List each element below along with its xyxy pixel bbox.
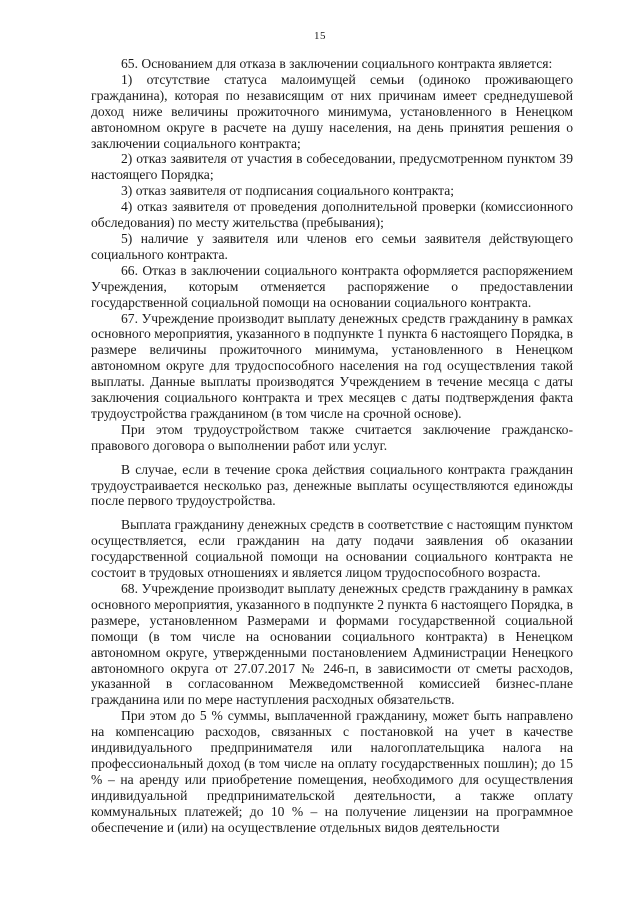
paragraph-65: 65. Основанием для отказа в заключении социального контракта является: [121,56,553,71]
paragraph-67-employment-note: При этом трудоустройством также считается заключение гражданско-правового договора о выполнении работ или услуг. [91,421,573,453]
paragraph-65-item-4: 4) отказ заявителя от проведения дополнительной проверки (комиссионного обследования) по месту жительства (пребывания); [91,199,573,231]
paragraph-68: 68. Учреждение производит выплату денежных средств гражданину в рамках основного мероприятия, указанного в подпункте 2 пункта 6 настоящего Порядка, в размере, установленном Размерами и формами государственной социальной помощи (в том числе на основании социального контракта) в Ненецком автономном округе, утвержденными постановлением Администрации Ненецкого автономного округа от 27.07.2017 № 246-п, в зависимости от сметы расходов, указанной в согласованном Межведомственной комиссией бизнес-плане гражданина или по мере наступления расходных обязательств. [91,581,573,708]
paragraph-65-item-3: 3) отказ заявителя от подписания социального контракта; [121,183,455,199]
paragraph-68-expense-limits: При этом до 5 % суммы, выплаченной гражданину, может быть направлено на компенсацию расходов, связанных с постановкой на учет в качестве индивидуального предпринимателя или налогоплательщика налога на профессиональный доход (в том числе на оплату государственных пошлин); до 15 % – на аренду или приобретение помещения, необходимого для осуществления индивидуальной предпринимательской деятельности, а также оплату коммунальных платежей; до 10 % – на получение лицензии на программное обеспечение и (или) на осуществление отдельных видов деятельности [91,708,573,835]
paragraph-66: 66. Отказ в заключении социального контракта оформляется распоряжением Учреждения, которым отменяется распоряжение о предоставлении государственной социальной помощи на основании социального контракта. [91,262,573,310]
paragraph-67-payment-condition: Выплата гражданину денежных средств в соответствие с настоящим пунктом осуществляется, если гражданин на дату подачи заявления об оказании государственной социальной помощи на основании социального контракта не состоит в трудовых отношениях и является лицом трудоспособного возраста. [91,517,573,581]
page-number: 15 [314,30,326,42]
paragraph-65-item-1: 1) отсутствие статуса малоимущей семьи (одиноко проживающего гражданина), которая по независящим от них причинам имеет среднедушевой доход ниже величины прожиточного минимума, установленного в Ненецком автономном округе в расчете на душу населения, на день принятия решения о заключении социального контракта; [91,71,573,151]
paragraph-67: 67. Учреждение производит выплату денежных средств гражданину в рамках основного мероприятия, указанного в подпункте 1 пункта 6 настоящего Порядка, в размере величины прожиточного минимума, установленного в Ненецком автономном округе для трудоспособного населения на год осуществления такой выплаты. Данные выплаты производятся Учреждением в течение месяца с даты заключения социального контракта и трех месяцев с даты подтверждения факта трудоустройства гражданином (в том числе на срочной основе). [91,310,573,421]
document-body [91,56,573,836]
paragraph-65-item-2: 2) отказ заявителя от участия в собеседовании, предусмотренном пунктом 39 настоящего Порядка; [91,151,573,183]
paragraph-65-item-5: 5) наличие у заявителя или членов его семьи заявителя действующего социального контракта. [91,230,573,262]
paragraph-67-repeat-employment: В случае, если в течение срока действия социального контракта гражданин трудоустраивается несколько раз, денежные выплаты осуществляются единожды после первого трудоустройства. [91,461,573,509]
